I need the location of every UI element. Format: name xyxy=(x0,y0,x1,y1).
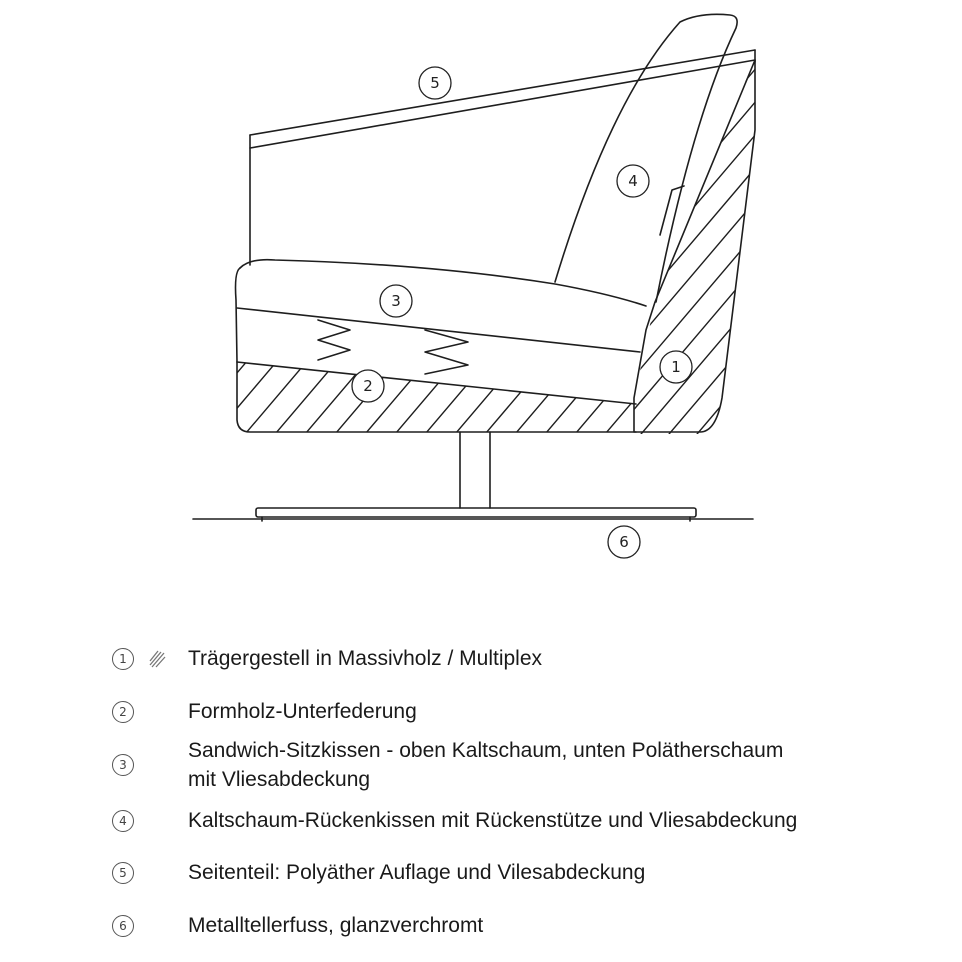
seat-cushion xyxy=(236,260,647,374)
hatch-line xyxy=(240,355,312,440)
legend-marker: 2 xyxy=(112,701,134,723)
legend-marker: 3 xyxy=(112,754,134,776)
hatch-line xyxy=(748,40,962,440)
support-frame xyxy=(300,40,962,440)
legend-text-line2: mit Vliesabdeckung xyxy=(188,768,371,791)
legend-text-line1: Sandwich-Sitzkissen - oben Kaltschaum, unten Polätherschaum xyxy=(188,739,784,762)
callout-1 xyxy=(660,351,692,383)
hatch-line xyxy=(270,355,342,440)
svg-text:1: 1 xyxy=(671,358,681,376)
hatch-line xyxy=(608,40,948,440)
callout-3 xyxy=(380,285,412,317)
callout-5 xyxy=(419,67,451,99)
hatch-line xyxy=(524,40,864,440)
svg-text:4: 4 xyxy=(628,172,638,190)
legend-marker: 1 xyxy=(112,648,134,670)
hatch-line xyxy=(480,355,552,440)
hatch-line xyxy=(210,355,282,440)
legend-text: Metalltellerfuss, glanzverchromt xyxy=(188,914,484,937)
hatch-line xyxy=(180,355,252,440)
metal-base xyxy=(193,432,753,521)
legend-text: Formholz-Unterfederung xyxy=(188,700,417,723)
hatch-line xyxy=(664,40,962,440)
hatch-line xyxy=(150,355,222,440)
hatch-line xyxy=(412,40,752,440)
callout-2 xyxy=(352,370,384,402)
svg-text:6: 6 xyxy=(619,533,629,551)
hatch-line xyxy=(468,40,808,440)
legend-text: Trägergestell in Massivholz / Multiplex xyxy=(188,647,543,670)
hatch-line xyxy=(580,40,920,440)
svg-text:5: 5 xyxy=(430,74,440,92)
hatch-line xyxy=(720,40,962,440)
legend-marker: 4 xyxy=(112,810,134,832)
hatch-line xyxy=(552,40,892,440)
hatch-line xyxy=(692,40,962,440)
hatch-swatch-icon xyxy=(148,649,168,669)
side-panel xyxy=(250,50,755,265)
legend-text: Seitenteil: Polyäther Auflage und Vilesabdeckung xyxy=(188,861,646,884)
callout-6 xyxy=(608,526,640,558)
legend-marker: 5 xyxy=(112,862,134,884)
legend-text: Kaltschaum-Rückenkissen mit Rückenstütze und Vliesabdeckung xyxy=(188,809,798,832)
spring-base xyxy=(150,355,702,440)
hatch-line xyxy=(440,40,780,440)
legend-marker: 6 xyxy=(112,915,134,937)
svg-text:2: 2 xyxy=(363,377,373,395)
hatch-line xyxy=(450,355,522,440)
svg-text:3: 3 xyxy=(391,292,401,310)
callout-4 xyxy=(617,165,649,197)
